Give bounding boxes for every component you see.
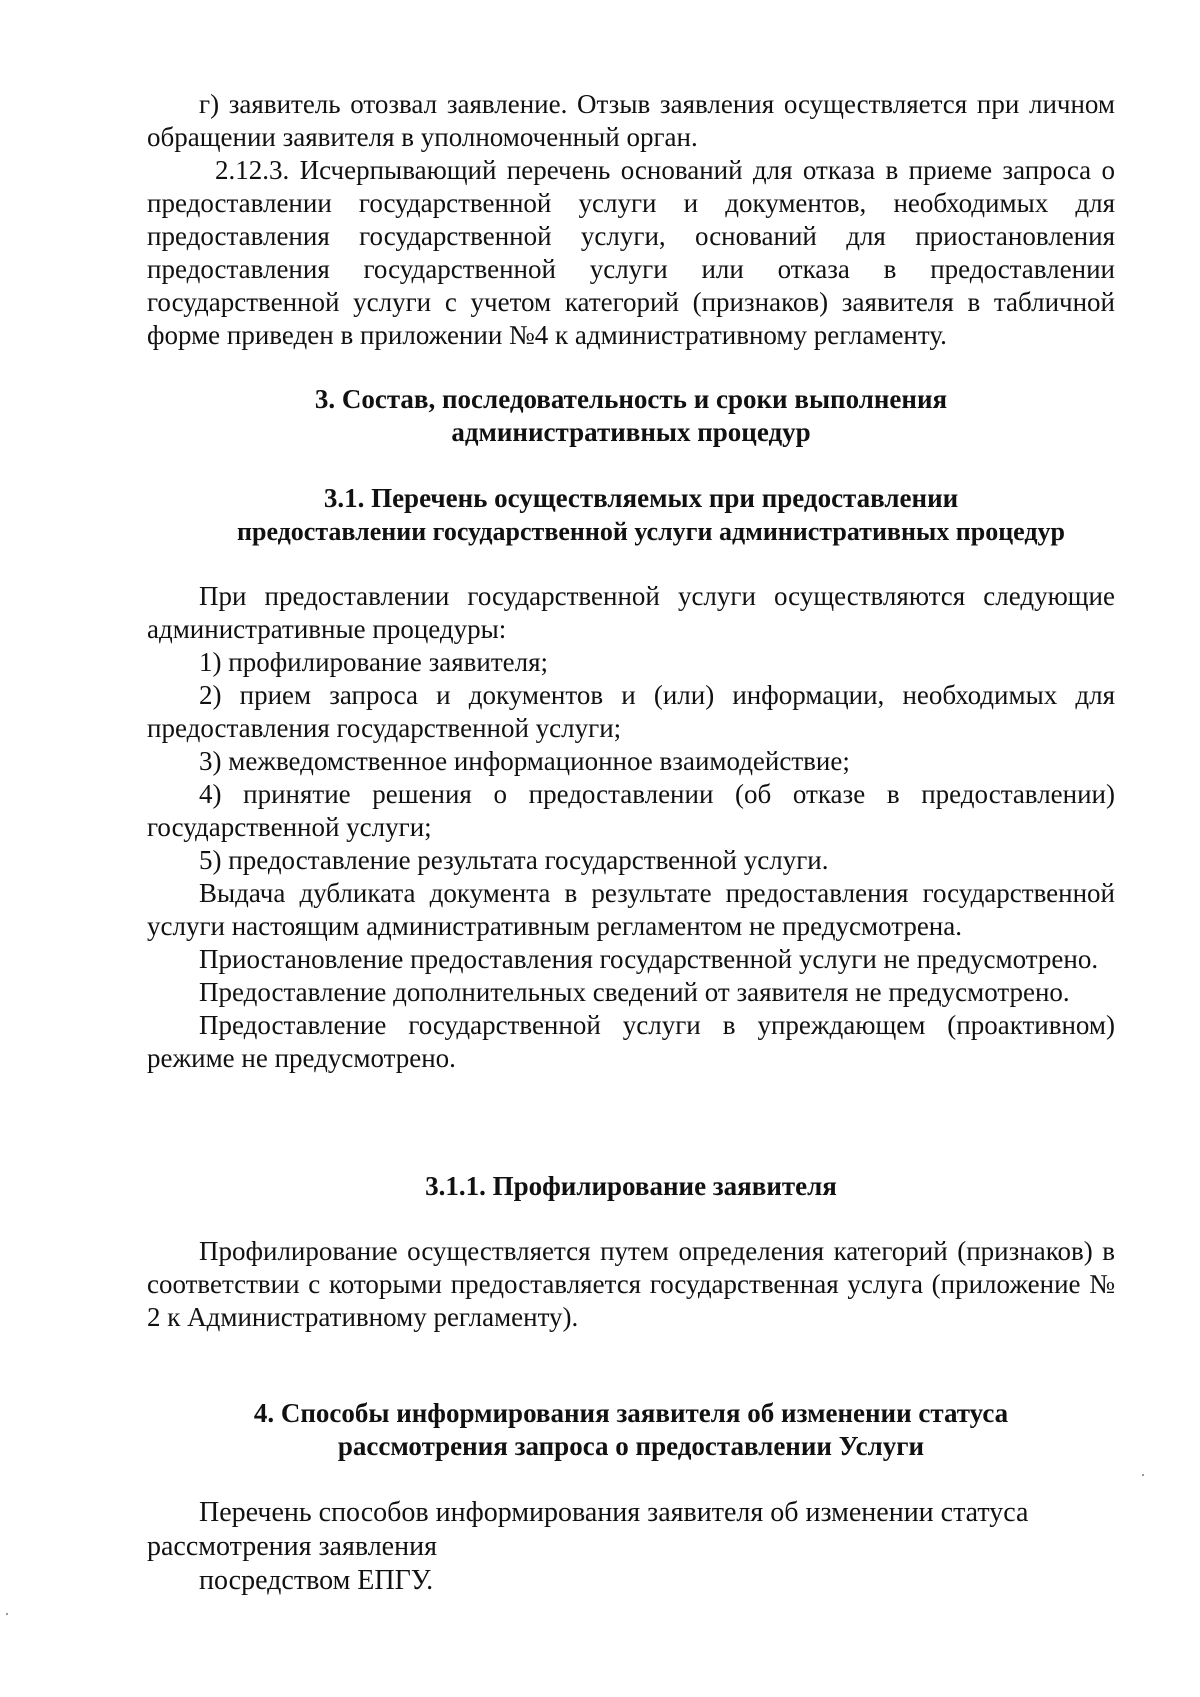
paragraph-procedures-intro: При предоставлении государственной услуги осуществляются следующие административные процедуры: bbox=[147, 581, 1115, 644]
paragraph-notification-methods: Перечень способов информирования заявителя об изменении статуса рассмотрения заявления bbox=[147, 1497, 1029, 1562]
list-item-3: 3) межведомственное информационное взаимодействие; bbox=[199, 746, 850, 776]
list-item-2: 2) прием запроса и документов и (или) информации, необходимых для предоставления государственной услуги; bbox=[147, 680, 1115, 743]
list-item-4: 4) принятие решения о предоставлении (об отказе в предоставлении) государственной услуги; bbox=[147, 779, 1115, 842]
section-4-body bbox=[147, 1496, 1115, 1598]
section-4-heading-line2: рассмотрения запроса о предоставлении Услуги bbox=[337, 1431, 925, 1461]
intro-block bbox=[147, 88, 1115, 352]
section-3-1-1-body bbox=[147, 1235, 1115, 1334]
paragraph-2-12-3: 2.12.3. Исчерпывающий перечень оснований для отказа в приеме запроса о предоставлении государственной услуги и документов, необходимых для предоставления государственной услуги, оснований для приостановления предоставления государственной услуги или отказа в предоставлении государственной услуги с учетом категорий (признаков) заявителя в табличной форме приведен в приложении №4 к административному регламенту. bbox=[147, 155, 1115, 350]
list-item-5: 5) предоставление результата государственной услуги. bbox=[199, 845, 829, 875]
paragraph-withdrawal: г) заявитель отозвал заявление. Отзыв заявления осуществляется при личном обращении заявителя в уполномоченный орган. bbox=[147, 89, 1115, 152]
section-3-1-heading-line1: 3.1. Перечень осуществляемых при предоставлении bbox=[323, 483, 959, 513]
paragraph-profiling: Профилирование осуществляется путем определения категорий (признаков) в соответствии с которыми предоставляется государственная услуга (приложение № 2 к Административному регламенту). bbox=[147, 1236, 1115, 1332]
paragraph-additional-info: Предоставление дополнительных сведений от заявителя не предусмотрено. bbox=[199, 977, 1070, 1007]
section-3-heading-line2: административных процедур bbox=[451, 417, 811, 447]
paragraph-duplicate: Выдача дубликата документа в результате предоставления государственной услуги настоящим административным регламентом не предусмотрена. bbox=[147, 878, 1115, 941]
paragraph-proactive: Предоставление государственной услуги в упреждающем (проактивном) режиме не предусмотрено. bbox=[147, 1010, 1115, 1073]
section-3-1-body bbox=[147, 580, 1115, 1075]
section-3-1-1-heading: 3.1.1. Профилирование заявителя bbox=[425, 1171, 837, 1201]
section-4-heading-line1: 4. Способы информирования заявителя об изменении статуса bbox=[253, 1398, 1009, 1428]
list-item-1: 1) профилирование заявителя; bbox=[199, 647, 549, 677]
section-3-1-heading-line2: предоставлении государственной услуги административных процедур bbox=[237, 517, 1065, 546]
scan-speck bbox=[1142, 1474, 1144, 1476]
paragraph-epgu: посредством ЕПГУ. bbox=[199, 1565, 434, 1596]
section-3-heading-line1: 3. Состав, последовательность и сроки выполнения bbox=[314, 384, 948, 414]
scan-speck bbox=[6, 1613, 8, 1615]
paragraph-suspension: Приостановление предоставления государственной услуги не предусмотрено. bbox=[199, 944, 1099, 974]
